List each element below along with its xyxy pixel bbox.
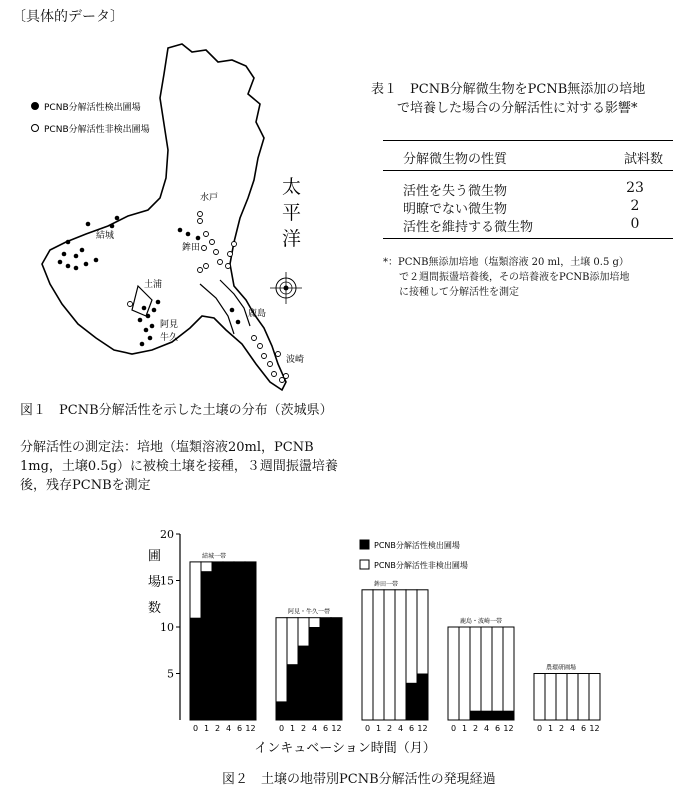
place-hokota: 鉾田 [182,243,201,253]
chart-x-tick-label: 6 [322,724,329,733]
table1-top-rule [383,140,673,141]
chart-bar-detected [223,562,234,720]
chart-x-tick-label: 1 [289,724,296,733]
table1-row-count: 2 [630,198,640,214]
chart-bar-total [556,674,567,721]
place-mito: 水戸 [200,193,219,203]
chart-y-tick-label: 10 [160,621,174,634]
chart-x-tick-label: 4 [483,724,490,733]
chart-x-tick-label: 1 [375,724,382,733]
table1-note [383,255,693,300]
ocean-label-1: 太 [282,176,302,198]
chart-x-tick-label: 4 [311,724,318,733]
chart-y-tick-label: 20 [160,528,174,541]
chart-legend-not-detected-swatch [360,560,369,569]
chart-bar-detected [212,562,223,720]
place-kashima: 鹿島 [248,309,267,319]
table1-note-line2: で２週間振盪培養後，その培養液をPCNB添加培地 [399,272,630,283]
chart-bar-detected [470,711,481,720]
chart-x-tick-label: 0 [364,724,371,733]
table1-header-property: 分解微生物の性質 [403,152,508,167]
chart-legend-not-detected-label: PCNB分解活性非検出圃場 [374,561,468,570]
table1-note-line3: に接種して分解活性を測定 [399,287,519,298]
chart-x-tick-label: 0 [278,724,285,733]
chart-x-tick-label: 1 [461,724,468,733]
chart-xlabel: インキュベーション時間（月） [254,741,436,756]
chart-bar-total [545,674,556,721]
chart-x-tick-label: 6 [494,724,501,733]
table1-title-line2: で培養した場合の分解活性に対する影響* [397,101,638,116]
chart-bar-detected [406,683,417,720]
chart-group-label: 阿見・牛久一帯 [288,608,331,616]
section-heading: 〔具体的データ〕 [12,9,124,25]
chart-bar-total [567,674,578,721]
chart-x-tick-label: 12 [417,724,428,733]
chart-x-tick-label: 0 [192,724,199,733]
chart-bar-detected [234,562,245,720]
chart-x-tick-label: 6 [236,724,243,733]
chart-x-tick-label: 0 [450,724,457,733]
table1-row-label: 明瞭でない微生物 [403,202,508,217]
chart-ylabel-1: 圃 [148,549,162,564]
chart-bar-detected [503,711,514,720]
chart-bar-total [448,627,459,720]
place-hasaki: 波崎 [286,355,305,365]
chart-group-label: 農環研圃場 [546,664,577,672]
chart-bar-detected [201,571,212,720]
chart-bar-detected [417,674,428,721]
legend-detected-label: PCNB分解活性検出圃場 [44,103,141,113]
chart-group-label: 鉾田一帯 [374,580,399,588]
chart-bar-detected [309,627,320,720]
table1-mid-rule [383,170,673,171]
chart-bar-detected [331,618,342,720]
chart-x-tick-label: 2 [300,724,307,733]
compass-icon [270,272,302,304]
chart-x-tick-label: 2 [558,724,565,733]
chart-bar-total [395,590,406,720]
chart-bar-detected [492,711,503,720]
chart-bar-detected [287,664,298,720]
ocean-label-3: 洋 [282,228,302,250]
figure2-chart [140,520,600,760]
chart-x-tick-label: 12 [245,724,256,733]
chart-bar-total [534,674,545,721]
table1-header-count: 試料数 [623,152,663,167]
chart-bar-detected [190,618,201,720]
chart-x-tick-label: 2 [472,724,479,733]
chart-legend-detected-swatch [360,540,369,549]
legend-not-detected-marker [32,125,39,132]
chart-legend-detected-label: PCNB分解活性検出圃場 [374,541,460,550]
chart-x-tick-label: 12 [331,724,342,733]
figure1-caption: 図１ PCNB分解活性を示した土壌の分布（茨城県） [20,403,333,418]
chart-x-tick-label: 12 [589,724,600,733]
chart-x-tick-label: 6 [408,724,415,733]
table1-row-count: 23 [626,180,644,196]
table1 [383,140,673,240]
chart-bar-total [492,627,503,720]
chart-bar-total [470,627,481,720]
chart-ylabel-2: 場 [148,575,162,590]
chart-x-tick-label: 1 [203,724,210,733]
chart-bar-total [481,627,492,720]
chart-x-tick-label: 4 [569,724,576,733]
ocean-label-2: 平 [282,202,302,224]
chart-bar-detected [481,711,492,720]
place-yuki: 結城 [96,231,115,241]
chart-y-tick-label: 15 [160,574,174,588]
chart-x-tick-label: 2 [386,724,393,733]
chart-bar-detected [245,562,256,720]
table1-row-count: 0 [630,216,640,232]
map-legend [32,101,150,135]
chart-x-tick-label: 4 [225,724,232,733]
chart-bar-total [589,674,600,721]
chart-y-tick-label: 5 [167,667,174,681]
chart-bar-total [503,627,514,720]
table1-bottom-rule [383,238,673,239]
chart-ylabel-3: 数 [148,601,162,616]
table1-title [371,80,691,118]
chart-bar-detected [320,618,331,720]
figure1-method: 分解活性の測定法：培地（塩類溶液20ml，PCNB 1mg，土壌0.5g）に被検土壌を接種，３週間振盪培養後，残存PCNBを測定 [20,440,338,493]
legend-detected-marker [32,103,39,110]
place-ushiku: 牛久 [160,333,179,343]
table1-row-label: 活性を失う微生物 [403,184,508,199]
place-ami: 阿見 [160,320,179,330]
chart-bar-detected [276,701,287,720]
figure2-caption: 図２ 土壌の地帯別PCNB分解活性の発現経過 [222,772,496,787]
ibaraki-map [20,38,350,398]
table1-row-label: 活性を維持する微生物 [403,220,534,235]
non-detected-field-markers [128,212,289,383]
chart-x-tick-label: 12 [503,724,514,733]
chart-x-tick-label: 0 [536,724,543,733]
table1-title-line1: 表１ PCNB分解微生物をPCNB無添加の培地 [371,82,646,97]
chart-bar-total [384,590,395,720]
chart-x-tick-label: 4 [397,724,404,733]
chart-bar-total [373,590,384,720]
chart-x-tick-label: 1 [547,724,554,733]
place-tsuchiura: 土浦 [144,280,163,290]
chart-bar-total [578,674,589,721]
chart-bar-total [362,590,373,720]
chart-bar-total [459,627,470,720]
table1-note-line1: PCNB無添加培地（塩類溶液 20 ml，土壌 0.5 g） [398,257,629,268]
table1-note-marker: *： [383,257,398,268]
chart-x-tick-label: 6 [580,724,587,733]
chart-group-label: 鹿島・波崎一帯 [460,618,503,625]
chart-group-label: 結城一帯 [202,552,227,560]
legend-not-detected-label: PCNB分解活性非検出圃場 [44,125,150,135]
chart-x-tick-label: 2 [214,724,221,733]
chart-bar-detected [298,646,309,720]
